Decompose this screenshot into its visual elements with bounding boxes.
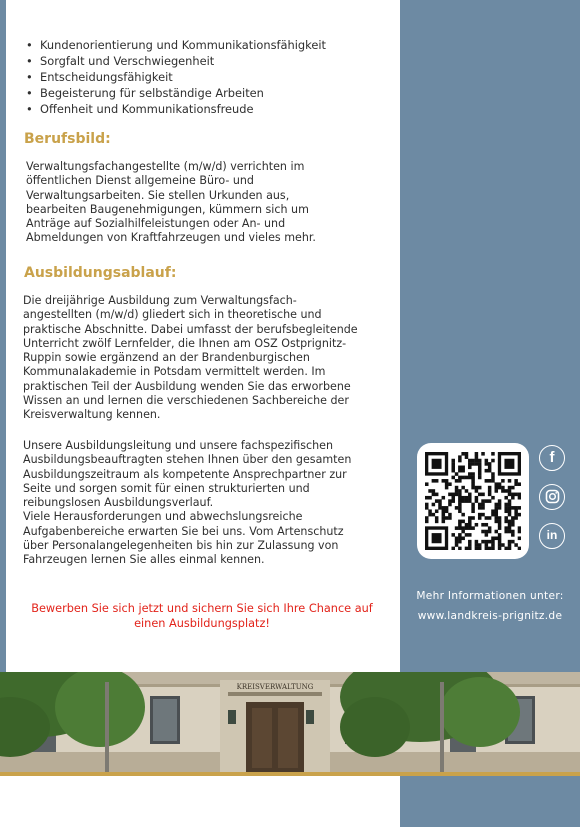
text-line: Wissen an und lernen die verschiedenen Sachbereiche der <box>23 394 349 408</box>
berufsbild-heading: Berufsbild: <box>24 131 111 147</box>
main-content <box>6 0 400 672</box>
text-line: reibungslosen Ausbildungsverlauf. <box>23 496 214 510</box>
text-line: Verwaltungsarbeiten. Sie stellen Urkunden aus, <box>26 188 290 202</box>
berufsbild-paragraph <box>26 160 316 246</box>
list-item: • Begeisterung für selbständige Arbeiten <box>26 85 326 101</box>
ausbildungsablauf-paragraph-1 <box>23 294 403 423</box>
linkedin-icon[interactable]: in <box>539 523 565 549</box>
text-line: einen Ausbildungsplatz! <box>134 617 270 630</box>
text-line: praktische Abschnitte. Dabei umfasst der berufsbegleitende <box>23 322 358 336</box>
facebook-icon[interactable]: f <box>539 445 565 471</box>
building-illustration <box>0 672 580 772</box>
instagram-glyph <box>541 485 564 508</box>
building-photo <box>0 672 580 772</box>
footer-blue <box>400 776 580 827</box>
text-line: praktischen Teil der Ausbildung wenden Sie das erworbene <box>23 379 351 393</box>
text-line: Unterricht zwölf Lernfelder, die Ihnen am OSZ Ostprignitz- <box>23 336 347 350</box>
text-line: angestellten (m/w/d) gliedert sich in theoretische und <box>23 308 322 322</box>
list-item: • Kundenorientierung und Kommunikationsfähigkeit <box>26 37 326 53</box>
text-line: Verwaltungsfachangestellte (m/w/d) verrichten im <box>26 160 305 173</box>
text-line: Ruppin sowie ergänzend an der Brandenburgischen <box>23 351 310 365</box>
text-line: Ausbildungszeitraum als kompetente Ansprechpartner zur <box>23 467 347 481</box>
qr-code-card[interactable] <box>417 443 529 559</box>
list-item: • Sorgfalt und Verschwiegenheit <box>26 53 326 69</box>
text-line: Anträge auf Sozialhilfeleistungen oder An- und <box>26 217 286 231</box>
ausbildungsablauf-paragraph-2 <box>23 439 403 568</box>
more-info-label: Mehr Informationen unter: <box>416 590 564 602</box>
text-line: bearbeiten Baugenehmigungen, kümmern sich um <box>26 202 309 216</box>
text-line: Seite und sorgen somit für einen strukturierten und <box>23 481 310 495</box>
building-sign: KREISVERWALTUNG <box>236 683 314 691</box>
text-line: Kommunalakademie in Potsdam vermittelt werden. Im <box>23 365 326 379</box>
text-line: Kreisverwaltung kennen. <box>23 408 161 422</box>
text-line: öffentlichen Dienst allgemeine Büro- und <box>26 174 254 188</box>
skills-list <box>26 37 326 117</box>
text-line: Viele Herausforderungen und abwechslungsreiche <box>23 510 303 524</box>
list-item: • Entscheidungsfähigkeit <box>26 69 326 85</box>
text-line: Aufgabenbereiche erwarten Sie bei uns. Vom Artenschutz <box>23 524 344 538</box>
text-line: Unsere Ausbildungsleitung und unsere fachspezifischen <box>23 439 334 452</box>
text-line: Ausbildungsbeauftragten stehen Ihnen über den gesamten <box>23 453 352 467</box>
instagram-icon[interactable] <box>539 484 565 510</box>
website-link[interactable]: www.landkreis-prignitz.de <box>417 610 563 622</box>
text-line: Die dreijährige Ausbildung zum Verwaltungsfach- <box>23 294 297 307</box>
text-line: Fahrzeugen lernen Sie alles einmal kennen. <box>23 553 265 567</box>
application-call-to-action <box>12 601 392 631</box>
qr-code-icon <box>425 452 521 550</box>
list-item: • Offenheit und Kommunikationsfreude <box>26 101 326 117</box>
text-line: über Personalangelegenheiten bis hin zur Zulassung von <box>23 539 339 553</box>
footer-white <box>0 776 400 827</box>
ausbildungsablauf-heading: Ausbildungsablauf: <box>24 265 177 281</box>
text-line: Bewerben Sie sich jetzt und sichern Sie sich Ihre Chance auf <box>31 602 373 615</box>
text-line: Abmeldungen von Kraftfahrzeugen und vieles mehr. <box>26 231 316 245</box>
